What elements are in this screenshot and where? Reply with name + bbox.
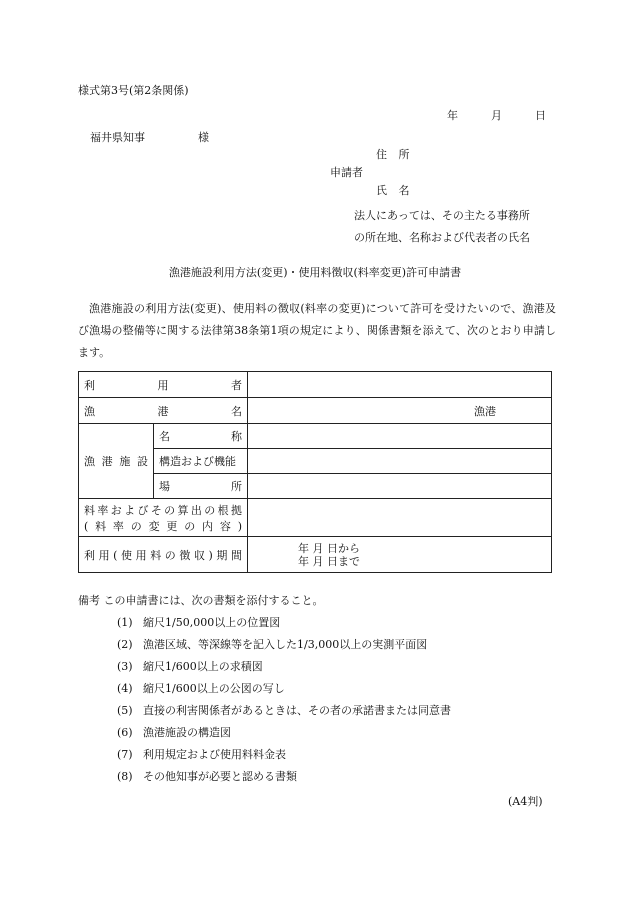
list-item: (5) 直接の利害関係者があるときは、その者の承諾書または同意書 <box>117 704 451 717</box>
form-number: 様式第3号(第2条関係) <box>78 84 189 97</box>
facility-name-label: 名称 <box>154 424 248 449</box>
list-item: (7) 利用規定および使用料料金表 <box>117 748 286 761</box>
application-form-table <box>78 371 552 573</box>
date-month: 月 <box>491 109 502 122</box>
row-port-name <box>79 398 552 424</box>
facility-structure-label: 構造および機能 <box>154 449 248 474</box>
rate-basis-line1: 料率およびその算出の根拠 <box>84 503 242 517</box>
rate-basis-line2: (料率の変更の内容) <box>84 519 242 533</box>
list-item: (8) その他知事が必要と認める書類 <box>117 770 297 783</box>
facility-location-value[interactable] <box>248 474 552 499</box>
period-value[interactable] <box>248 537 552 573</box>
applicant-label: 申請者 <box>330 166 363 179</box>
list-item: (6) 漁港施設の構造図 <box>117 726 231 739</box>
corporate-note-line2: の所在地、名称および代表者の氏名 <box>354 231 530 244</box>
period-label: 利用(使用料の徴収)期間 <box>79 537 248 573</box>
list-item: (1) 縮尺1/50,000以上の位置図 <box>117 616 281 629</box>
list-item: (3) 縮尺1/600以上の求積図 <box>117 660 263 673</box>
facility-label: 漁港施設 <box>79 424 154 499</box>
date-day: 日 <box>535 109 546 122</box>
port-name-value[interactable] <box>248 398 552 424</box>
application-body-text: 漁港施設の利用方法(変更)、使用料の徴収(料率の変更)について許可を受けたいので、漁港及び漁場の整備等に関する法律第38条第1項の規定により、関係書類を添えて、次のとおり申請します。 <box>78 302 556 359</box>
document-title: 漁港施設利用方法(変更)・使用料徴収(料率変更)許可申請書 <box>168 266 462 279</box>
port-name-label: 漁港名 <box>79 398 248 424</box>
user-value[interactable] <box>248 372 552 398</box>
row-user <box>79 372 552 398</box>
address-label: 住 所 <box>376 148 414 161</box>
rate-basis-label <box>79 499 248 537</box>
row-facility-name <box>79 424 552 449</box>
notes-heading: 備考 この申請書には、次の書類を添付すること。 <box>78 594 324 607</box>
period-to: 年 月 日まで <box>298 554 360 568</box>
corporate-note-line1: 法人にあっては、その主たる事務所 <box>354 209 530 222</box>
addressee-honorific: 様 <box>198 131 209 144</box>
rate-basis-value[interactable] <box>248 499 552 537</box>
list-item: (4) 縮尺1/600以上の公図の写し <box>117 682 285 695</box>
name-label: 氏 名 <box>376 184 414 197</box>
row-rate-basis <box>79 499 552 537</box>
date-line <box>447 107 546 123</box>
attachment-list <box>117 612 451 788</box>
row-period <box>79 537 552 573</box>
port-suffix: 漁港 <box>474 404 496 418</box>
facility-name-value[interactable] <box>248 424 552 449</box>
addressee: 福井県知事 <box>90 131 145 144</box>
user-label: 利用者 <box>79 372 248 398</box>
list-item: (2) 漁港区域、等深線等を記入した1/3,000以上の実測平面図 <box>117 638 428 651</box>
facility-structure-value[interactable] <box>248 449 552 474</box>
period-from: 年 月 日から <box>298 541 360 555</box>
facility-location-label: 場所 <box>154 474 248 499</box>
paper-size-note: (A4判) <box>508 795 543 808</box>
date-year: 年 <box>447 109 458 122</box>
